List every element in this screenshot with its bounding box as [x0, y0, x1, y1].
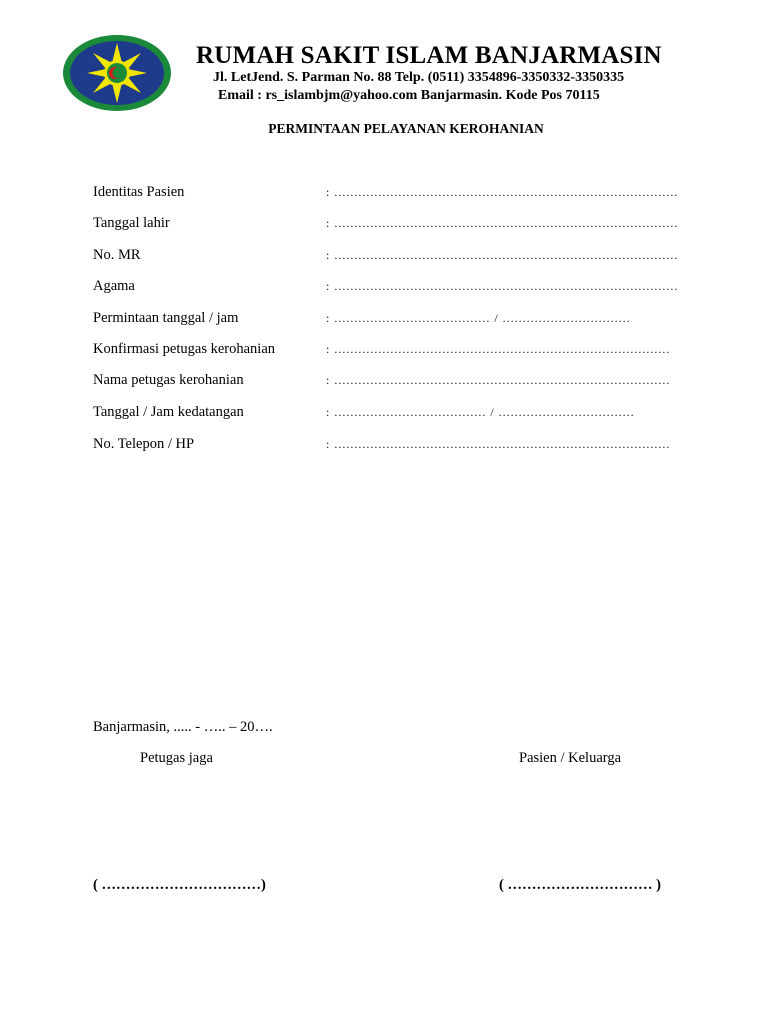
hospital-logo-icon	[62, 34, 172, 112]
field-label: Nama petugas kerohanian	[93, 372, 244, 388]
field-label: Tanggal / Jam kedatangan	[93, 404, 244, 420]
field-value: : ......................................................................................	[326, 216, 679, 230]
field-konfirmasi-petugas	[93, 341, 670, 358]
hospital-email: Email : rs_islambjm@yahoo.com Banjarmasin. Kode Pos 70115	[218, 88, 600, 103]
form-title: PERMINTAAN PELAYANAN KEROHANIAN	[268, 121, 544, 136]
field-tanggal-lahir	[93, 215, 678, 232]
field-agama	[93, 278, 678, 295]
field-value: : ....................................................................................	[326, 342, 671, 356]
field-label: No. MR	[93, 247, 141, 263]
field-value: : ......................................................................................	[326, 185, 679, 199]
place-date: Banjarmasin, ..... - ….. – 20….	[93, 719, 273, 735]
field-permintaan-tanggal-jam	[93, 310, 631, 327]
field-label: Identitas Pasien	[93, 184, 185, 200]
field-value: : ...................................... / ..................................	[326, 405, 635, 419]
field-label: Permintaan tanggal / jam	[93, 310, 239, 326]
field-no-telepon	[93, 436, 670, 453]
field-no-mr	[93, 247, 678, 264]
field-label: No. Telepon / HP	[93, 436, 195, 452]
field-value: : ....................................... / ................................	[326, 311, 631, 325]
left-signer-title: Petugas jaga	[140, 750, 213, 766]
field-value: : ......................................................................................	[326, 279, 679, 293]
right-signer-title: Pasien / Keluarga	[519, 750, 622, 766]
field-tanggal-jam-kedatangan	[93, 404, 635, 421]
field-label: Konfirmasi petugas kerohanian	[93, 341, 276, 357]
field-value: : ......................................................................................	[326, 248, 679, 262]
left-signature-line: ( ……………………………)	[93, 877, 266, 893]
hospital-name: RUMAH SAKIT ISLAM BANJARMASIN	[196, 42, 662, 69]
field-value: : ....................................................................................	[326, 373, 671, 387]
field-label: Tanggal lahir	[93, 215, 170, 231]
field-value: : ....................................................................................	[326, 437, 671, 451]
field-label: Agama	[93, 278, 135, 294]
field-nama-petugas	[93, 372, 670, 389]
field-identitas-pasien	[93, 184, 678, 201]
right-signature-line: ( ………………………… )	[499, 877, 661, 893]
hospital-address: Jl. LetJend. S. Parman No. 88 Telp. (0511) 3354896-3350332-3350335	[213, 70, 625, 85]
